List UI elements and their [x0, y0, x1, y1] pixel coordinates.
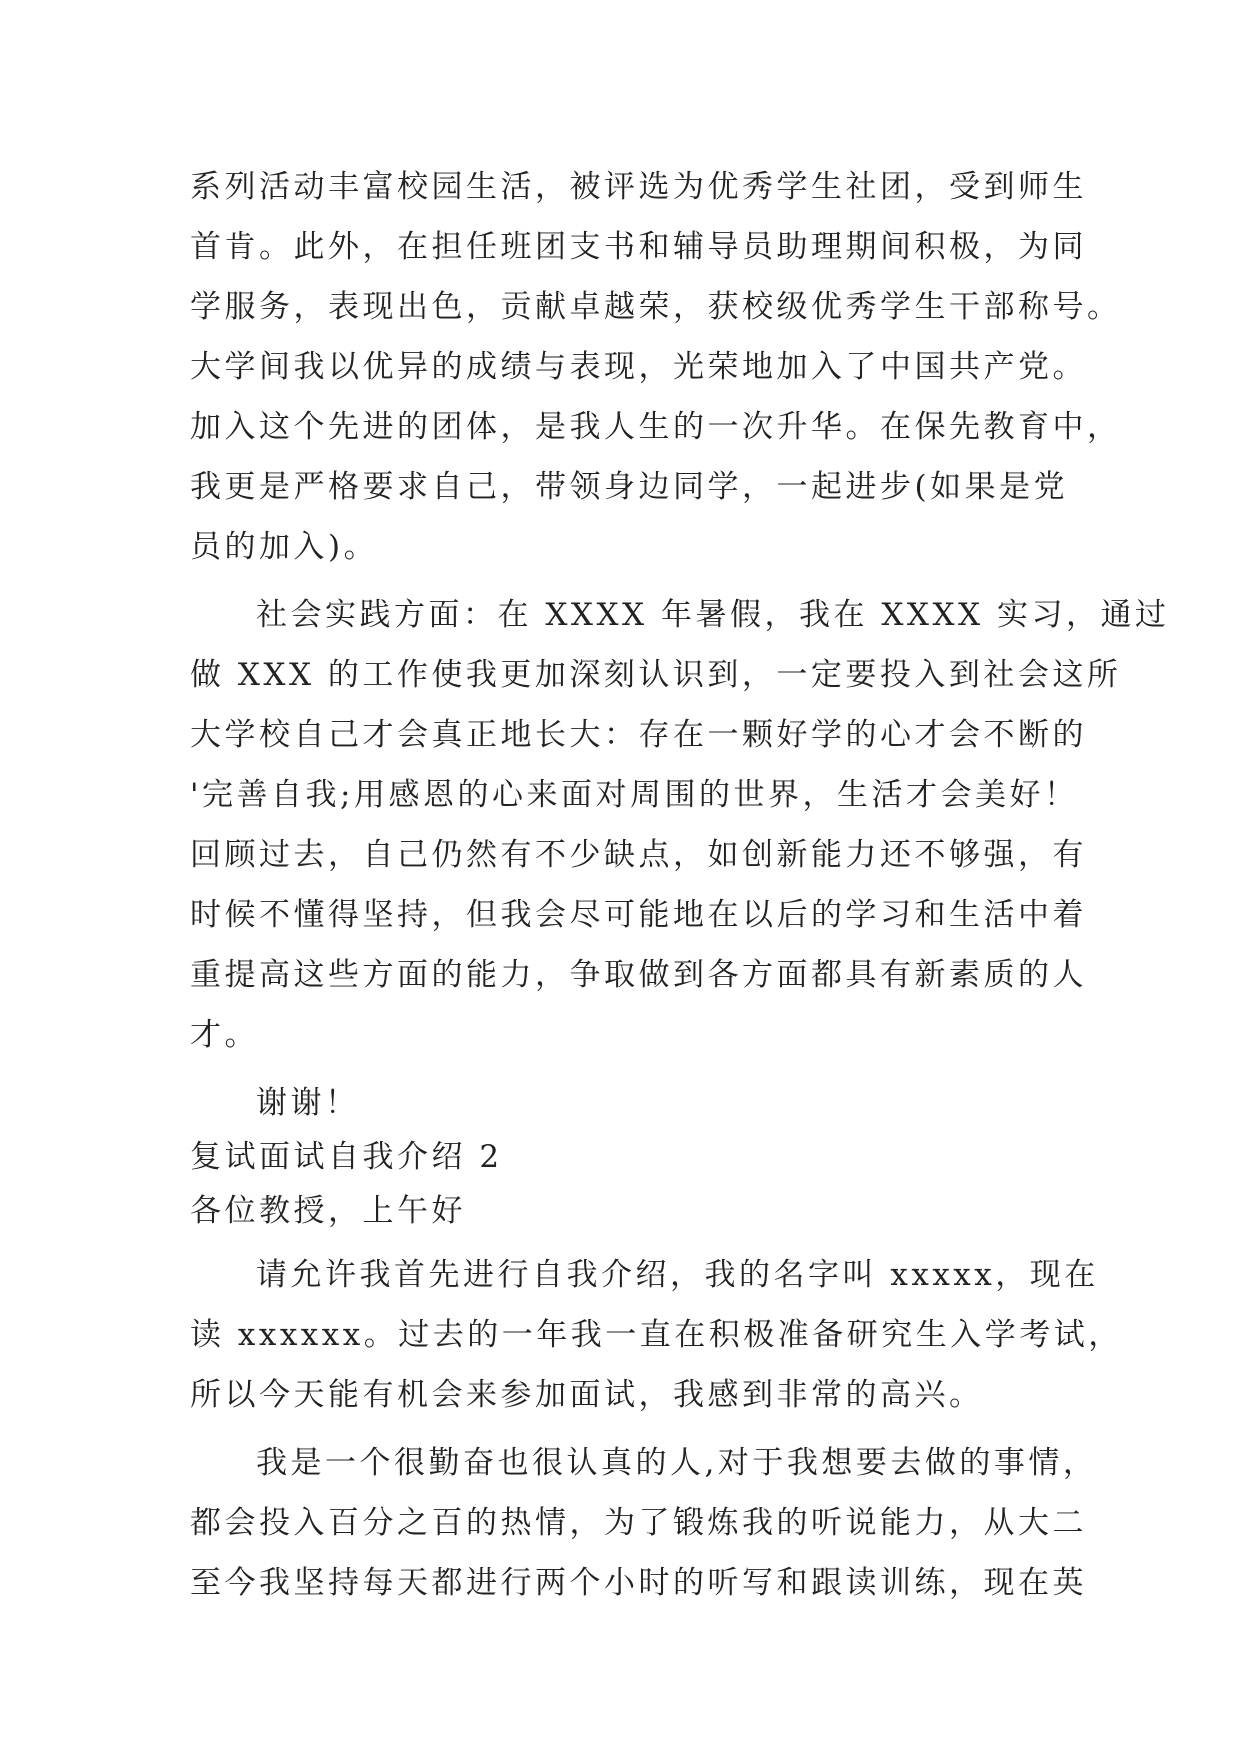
text-line: 员的加入)。	[190, 529, 379, 565]
text-line: 系列活动丰富校园生活，被评选为优秀学生社团，受到师生	[190, 169, 1087, 205]
text-line: 大学校自己才会真正地长大：存在一颗好学的心才会不断的	[190, 717, 1087, 753]
text-line: 首肯。此外，在担任班团支书和辅导员助理期间积极，为同	[190, 229, 1087, 265]
text-line: 才。	[190, 1017, 259, 1053]
text-line: 学服务，表现出色，贡献卓越荣，获校级优秀学生干部称号。	[190, 289, 1122, 325]
text-line: 所以今天能有机会来参加面试，我感到非常的高兴。	[190, 1377, 984, 1413]
paragraph-start-line: 社会实践方面：在 XXXX 年暑假，我在 XXXX 实习，通过	[256, 597, 1170, 633]
text-line: 时候不懂得坚持，但我会尽可能地在以后的学习和生活中着	[190, 897, 1087, 933]
text-line: '完善自我;用感恩的心来面对周围的世界，生活才会美好！	[190, 777, 1079, 813]
text-line: 我更是严格要求自己，带领身边同学，一起进步(如果是党	[190, 469, 1069, 505]
text-line: 重提高这些方面的能力，争取做到各方面都具有新素质的人	[190, 957, 1087, 993]
text-line: 读 xxxxxx。过去的一年我一直在积极准备研究生入学考试，	[190, 1317, 1123, 1353]
paragraph-start-line: 我是一个很勤奋也很认真的人,对于我想要去做的事情，	[256, 1445, 1098, 1481]
section-heading: 复试面试自我介绍 2	[190, 1139, 503, 1175]
text-line: 加入这个先进的团体，是我人生的一次升华。在保先教育中，	[190, 409, 1122, 445]
text-line: 至今我坚持每天都进行两个小时的听写和跟读训练，现在英	[190, 1565, 1087, 1601]
text-line: 大学间我以优异的成绩与表现，光荣地加入了中国共产党。	[190, 349, 1087, 385]
closing-line: 谢谢！	[256, 1085, 360, 1121]
paragraph-start-line: 请允许我首先进行自我介绍，我的名字叫 xxxxx，现在	[256, 1257, 1099, 1293]
text-line: 做 XXX 的工作使我更加深刻认识到，一定要投入到社会这所	[190, 657, 1122, 693]
text-line: 都会投入百分之百的热情，为了锻炼我的听说能力，从大二	[190, 1505, 1087, 1541]
greeting-line: 各位教授，上午好	[190, 1193, 466, 1229]
text-line: 回顾过去，自己仍然有不少缺点，如创新能力还不够强，有	[190, 837, 1087, 873]
